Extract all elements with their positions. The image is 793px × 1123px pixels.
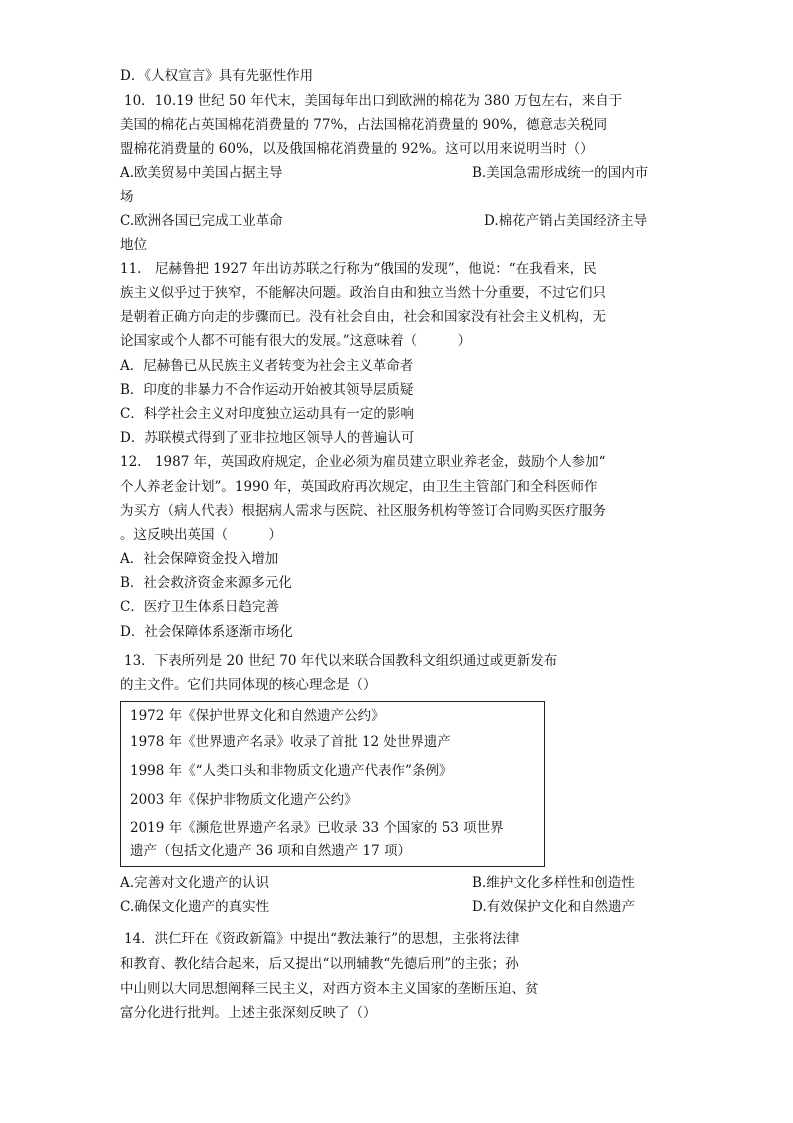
q12-stem-line-2: 个人养老金计划”。1990 年，英国政府再次规定，由卫生主管部门和全科医师作	[120, 479, 598, 495]
q11-stem-line-3: 是朝着正确方向走的步骤而已。没有社会自由，社会和国家没有社会主义机构，无	[120, 309, 606, 325]
q10-option-d: D.棉花产销占美国经济主导	[484, 213, 648, 229]
q14-stem-line-3: 中山则以大同思想阐释三民主义，对西方资本主义国家的垄断压迫、贫	[120, 981, 539, 997]
q13-option-a: A.完善对文化遗产的认识	[120, 875, 270, 891]
q12-stem-line-4: 。这反映出英国（ ）	[120, 527, 282, 543]
q11-stem-line-4: 论国家或个人都不可能有很大的发展。”这意味着（ ）	[120, 333, 472, 349]
q10-option-b-continued: 场	[120, 189, 134, 205]
table-row: 1978 年《世界遗产名录》收录了首批 12 处世界遗产	[130, 734, 451, 750]
q11-option-b: B．印度的非暴力不合作运动开始被其领导层质疑	[120, 382, 414, 398]
q10-option-c: C.欧洲各国已完成工业革命	[120, 213, 283, 229]
table-row: 1972 年《保护世界文化和自然遗产公约》	[130, 708, 385, 724]
q12-option-c: C．医疗卫生体系日趋完善	[120, 599, 279, 615]
q10-option-d-continued: 地位	[120, 237, 147, 253]
q9-option-d: D．《人权宣言》具有先驱性作用	[120, 68, 314, 84]
q12-option-d: D．社会保障体系逐渐市场化	[120, 624, 293, 640]
table-row: 1998 年《“人类口头和非物质文化遗产代表作”条例》	[130, 763, 453, 779]
q11-option-a: A．尼赫鲁已从民族主义者转变为社会主义革命者	[120, 358, 414, 374]
q13-stem-line-1: 13．下表所列是 20 世纪 70 年代以来联合国教科文组织通过或更新发布	[124, 653, 558, 669]
q10-stem-line-2: 美国的棉花占英国棉花消费量的 77%，占法国棉花消费量的 90%，德意志关税同	[120, 117, 608, 133]
table-row: 2019 年《濒危世界遗产名录》已收录 33 个国家的 53 项世界	[130, 820, 504, 836]
q10-option-b: B.美国急需形成统一的国内市	[472, 165, 649, 181]
q14-stem-line-4: 富分化进行批判。上述主张深刻反映了（）	[120, 1005, 377, 1021]
q13-option-b: B.维护文化多样性和创造性	[472, 875, 635, 891]
q10-stem-line-1: 10．10.19 世纪 50 年代末，美国每年出口到欧洲的棉花为 380 万包左右，来自于	[124, 93, 623, 109]
q13-document-table	[120, 701, 545, 867]
q11-stem-line-2: 族主义似乎过于狭窄，不能解决问题。政治自由和独立当然十分重要，不过它们只	[120, 285, 606, 301]
q13-option-c: C.确保文化遗产的真实性	[120, 899, 270, 915]
q12-option-a: A．社会保障资金投入增加	[120, 551, 279, 567]
q12-stem-line-1: 12. 1987 年，英国政府规定，企业必须为雇员建立职业养老金，鼓励个人参加“	[120, 454, 606, 470]
q12-option-b: B．社会救济资金来源多元化	[120, 575, 292, 591]
q11-option-d: D．苏联模式得到了亚非拉地区领导人的普遍认可	[120, 430, 415, 446]
q14-stem-line-2: 和教育、教化结合起来，后又提出“以刑辅教“先德后刑”的主张；孙	[120, 956, 519, 972]
q13-stem-line-2: 的主文件。它们共同体现的核心理念是（）	[120, 677, 377, 693]
q12-stem-line-3: 为买方（病人代表）根据病人需求与医院、社区服务机构等签订合同购买医疗服务	[120, 503, 606, 519]
table-row: 遗产（包括文化遗产 36 项和自然遗产 17 项）	[130, 843, 412, 859]
q11-option-c: C．科学社会主义对印度独立运动具有一定的影响	[120, 406, 414, 422]
q10-stem-line-3: 盟棉花消费量的 60%，以及俄国棉花消费量的 92%。这可以用来说明当时（）	[120, 141, 594, 157]
q10-option-a: A.欧美贸易中美国占据主导	[120, 165, 283, 181]
q14-stem-line-1: 14．洪仁玕在《资政新篇》中提出“教法兼行”的思想，主张将法律	[124, 931, 520, 947]
table-row: 2003 年《保护非物质文化遗产公约》	[130, 792, 358, 808]
q11-stem-line-1: 11. 尼赫鲁把 1927 年出访苏联之行称为“俄国的发现”，他说：“在我看来，民	[120, 261, 597, 277]
q13-option-d: D.有效保护文化和自然遗产	[472, 899, 636, 915]
